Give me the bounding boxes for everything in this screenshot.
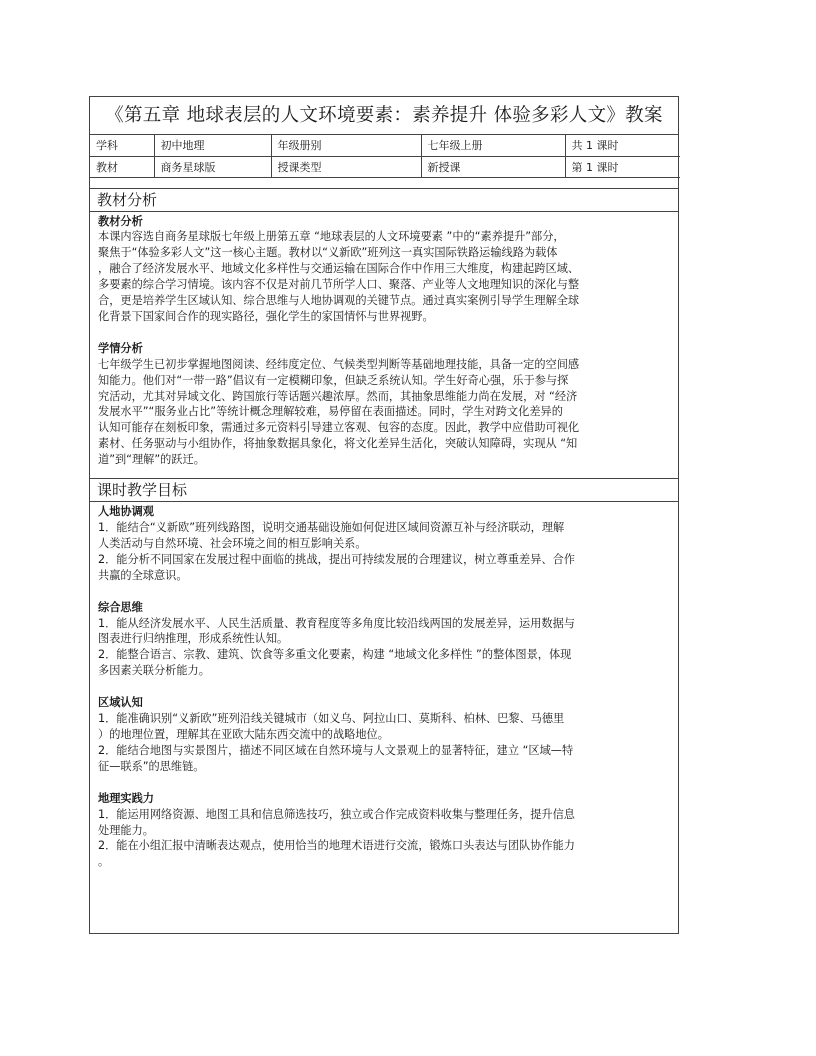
objective-group-title: 地理实践力: [98, 791, 154, 805]
text-line: 征—联系”的思维链。: [98, 759, 205, 773]
section-heading: 课时教学目标: [90, 479, 678, 502]
text-line: 共赢的全球意识。: [98, 568, 188, 582]
text-line: 2．能结合地图与实景图片，描述不同区域在自然环境与人文景观上的显著特征，建立 “区域—特: [98, 743, 574, 757]
text-line: 化背景下国家间合作的现实路径，强化学生的家国情怀与世界视野。: [98, 309, 434, 323]
section-heading: 教材分析: [90, 189, 678, 212]
document-title: 《第五章 地球表层的人文环境要素：素养提升 体验多彩人文》教案: [90, 97, 678, 135]
text-line: 人类活动与自然环境、社会环境之间的相互影响关系。: [98, 536, 367, 550]
analysis-section: [90, 188, 678, 469]
text-line: 多因素关联分析能力。: [98, 664, 210, 678]
text-line: 图表进行归纳推理，形成系统性认知。: [98, 632, 289, 646]
section-body: [90, 502, 678, 870]
info-cell: 授课类型: [271, 156, 421, 177]
info-table: [90, 135, 680, 178]
info-cell: 第 1 课时: [565, 156, 680, 177]
objective-group-text: [98, 616, 670, 680]
section-body: [90, 212, 678, 469]
info-cell: 年级册别: [271, 135, 421, 156]
text-line: 处理能力。: [98, 823, 154, 837]
text-line: 1．能运用网络资源、地图工具和信息筛选技巧，独立或合作完成资料收集与整理任务，提升信息: [98, 807, 575, 821]
objective-group-title: 综合思维: [98, 600, 143, 614]
text-line: ）的地理位置，理解其在亚欧大陆东西交流中的战略地位。: [98, 727, 389, 741]
text-line: 七年级学生已初步掌握地图阅读、经纬度定位、气候类型判断等基础地理技能，具备一定的空间感: [98, 357, 580, 371]
text-line: 本课内容选自商务星球版七年级上册第五章 “地球表层的人文环境要素 ”中的“素养提升”部分，: [98, 230, 565, 244]
text-line: 1．能从经济发展水平、人民生活质量、教育程度等多角度比较沿线两国的发展差异，运用数据与: [98, 616, 575, 630]
text-line: 合，更是培养学生区域认知、综合思维与人地协调观的关键节点。通过真实案例引导学生理解全球: [98, 294, 580, 308]
info-cell: 商务星球版: [154, 156, 271, 177]
lesson-plan-page: [89, 96, 679, 934]
info-cell: 新授课: [421, 156, 565, 177]
text-line: 1．能结合“义新欧”班列线路图，说明交通基础设施如何促进区域间资源互补与经济联动，理解: [98, 521, 565, 534]
text-line: 素材、任务驱动与小组协作，将抽象数据具象化，将文化差异生活化，突破认知障碍，实现从 “知: [98, 437, 578, 451]
paragraph: [98, 357, 670, 468]
text-line: 2．能分析不同国家在发展过程中面临的挑战，提出可持续发展的合理建议，树立尊重差异、合作: [98, 552, 575, 566]
info-cell: 初中地理: [154, 135, 271, 156]
text-line: 发展水平”“服务业占比”等统计概念理解较难，易停留在表面描述。同时，学生对跨文化差异的: [98, 405, 563, 419]
info-cell: 共 1 课时: [565, 135, 680, 156]
text-line: 2．能在小组汇报中清晰表达观点，使用恰当的地理术语进行交流，锻炼口头表达与团队协作能力: [98, 839, 575, 853]
text-line: 1．能准确识别“义新欧”班列沿线关键城市（如义乌、阿拉山口、莫斯科、柏林、巴黎、马德里: [98, 712, 565, 726]
text-line: 知能力。他们对“一带一路”倡议有一定模糊印象，但缺乏系统认知。学生好奇心强，乐于参与探: [98, 373, 569, 387]
text-line: 。: [98, 855, 110, 869]
text-line: ，融合了经济发展水平、地域文化多样性与交通运输在国际合作中作用三大维度，构建起跨区域、: [98, 262, 580, 276]
info-cell: 七年级上册: [421, 135, 565, 156]
text-line: 认知可能存在刻板印象，需通过多元资料引导建立客观、包容的态度。因此，教学中应借助可视化: [98, 421, 580, 435]
objective-group-text: [98, 807, 670, 871]
objectives-section: [90, 478, 678, 870]
objective-group-title: 人地协调观: [98, 505, 154, 519]
objective-group-title: 区域认知: [98, 696, 143, 710]
info-row-2: [90, 156, 680, 177]
text-line: 多要素的综合学习情境。该内容不仅是对前几节所学人口、聚落、产业等人文地理知识的深化与整: [98, 278, 580, 292]
subheading: 学情分析: [98, 341, 143, 355]
objective-group-text: [98, 520, 670, 584]
info-cell: 教材: [90, 156, 154, 177]
objective-group-text: [98, 711, 670, 775]
paragraph: [98, 229, 670, 324]
text-line: 2．能整合语言、宗教、建筑、饮食等多重文化要素，构建 “地域文化多样性 ”的整体图景，体现: [98, 648, 572, 662]
subheading: 教材分析: [98, 214, 143, 228]
text-line: 究活动，尤其对异域文化、跨国旅行等话题兴趣浓厚。然而，其抽象思维能力尚在发展，对 “经济: [98, 389, 578, 403]
info-cell: 学科: [90, 135, 154, 156]
text-line: 聚焦于“体验多彩人文”这一核心主题。教材以“义新欧”班列这一真实国际铁路运输线路为载体: [98, 246, 558, 260]
text-line: 道”到“理解”的跃迁。: [98, 453, 205, 467]
info-row-1: [90, 135, 680, 156]
